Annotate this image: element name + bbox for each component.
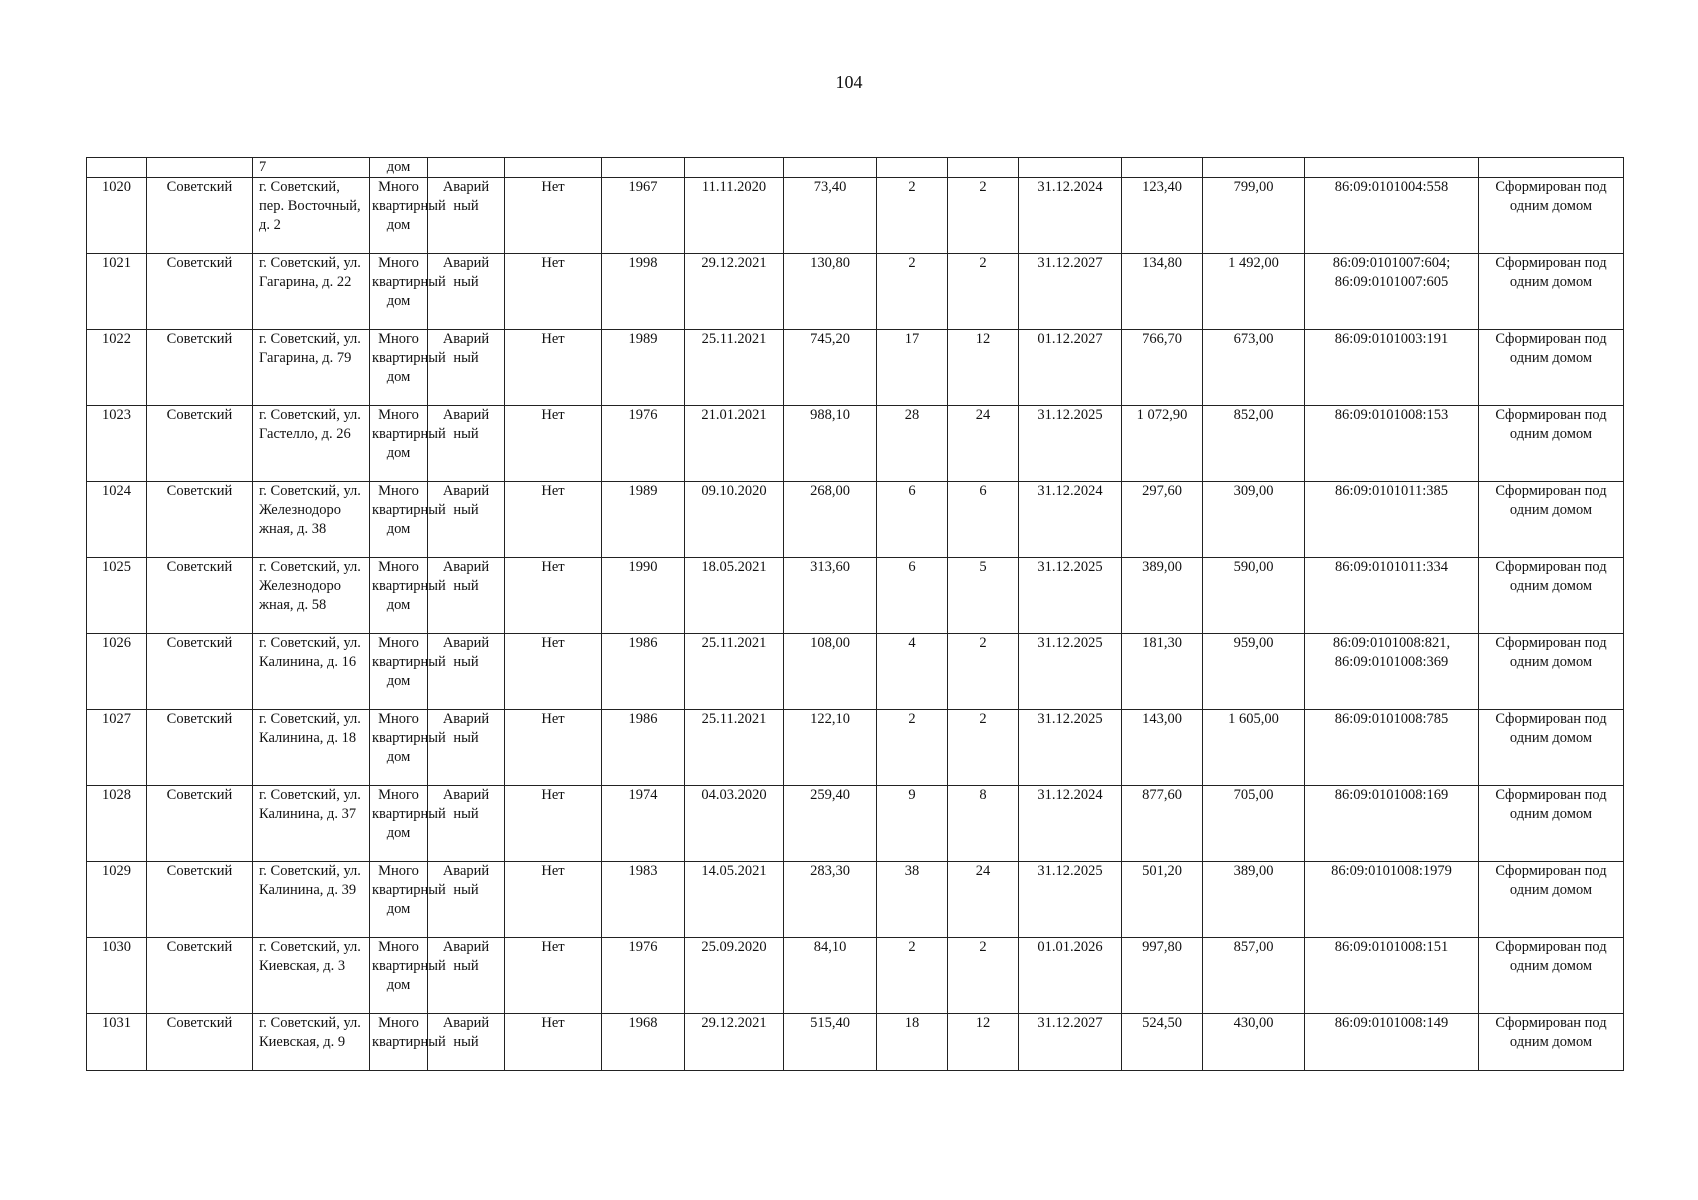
cell-flag: Нет: [505, 634, 602, 710]
cell-date: 14.05.2021: [685, 862, 784, 938]
cell-empty: [685, 158, 784, 178]
cell-formation: Сформирован под одним домом: [1479, 938, 1624, 1014]
cell-empty: [1203, 158, 1305, 178]
cell-deadline: 31.12.2024: [1019, 178, 1122, 254]
cell-empty: [1479, 158, 1624, 178]
cell-year: 1967: [602, 178, 685, 254]
cell-count-1: 6: [877, 482, 948, 558]
table-row: [87, 558, 1624, 634]
cell-formation: Сформирован под одним домом: [1479, 254, 1624, 330]
cell-cadastral: 86:09:0101008:1979: [1305, 862, 1479, 938]
table-row: [87, 938, 1624, 1014]
cell-count-2: 2: [948, 634, 1019, 710]
cell-house-type: Много квартирный дом: [370, 786, 428, 862]
cell-value: 852,00: [1203, 406, 1305, 482]
table-row: [87, 406, 1624, 482]
table-row: [87, 178, 1624, 254]
cell-number: 1027: [87, 710, 147, 786]
cell-status: Аварий ный: [428, 1014, 505, 1071]
cell-status: Аварий ный: [428, 254, 505, 330]
cell-number: 1030: [87, 938, 147, 1014]
cell-empty: [948, 158, 1019, 178]
cell-deadline: 31.12.2024: [1019, 786, 1122, 862]
cell-value: 857,00: [1203, 938, 1305, 1014]
cell-number: 1031: [87, 1014, 147, 1071]
cell-area: 515,40: [784, 1014, 877, 1071]
cell-status: Аварий ный: [428, 330, 505, 406]
cell-count-2: 6: [948, 482, 1019, 558]
cell-cadastral: 86:09:0101011:334: [1305, 558, 1479, 634]
cell-address: г. Советский, ул. Железнодоро жная, д. 58: [253, 558, 370, 634]
cell-date: 04.03.2020: [685, 786, 784, 862]
cell-municipality: Советский: [147, 178, 253, 254]
cell-count-2: 12: [948, 1014, 1019, 1071]
cell-status: Аварий ный: [428, 558, 505, 634]
cell-deadline: 01.12.2027: [1019, 330, 1122, 406]
cell-status: Аварий ный: [428, 482, 505, 558]
cell-value: 430,00: [1203, 1014, 1305, 1071]
cell-cadastral: 86:09:0101008:149: [1305, 1014, 1479, 1071]
cell-value: 799,00: [1203, 178, 1305, 254]
cell-area-2: 389,00: [1122, 558, 1203, 634]
cell-house-type: Много квартирный дом: [370, 634, 428, 710]
cell-deadline: 31.12.2025: [1019, 862, 1122, 938]
cell-number: 1024: [87, 482, 147, 558]
table-row: [87, 710, 1624, 786]
cell-count-2: 24: [948, 406, 1019, 482]
cell-value: 1 605,00: [1203, 710, 1305, 786]
cell-formation: Сформирован под одним домом: [1479, 330, 1624, 406]
cell-status: Аварий ный: [428, 862, 505, 938]
cell-formation: Сформирован под одним домом: [1479, 558, 1624, 634]
cell-address: г. Советский, ул. Калинина, д. 37: [253, 786, 370, 862]
cell-municipality: Советский: [147, 786, 253, 862]
cell-house-type: Много квартирный дом: [370, 406, 428, 482]
cell-area: 84,10: [784, 938, 877, 1014]
cell-status: Аварий ный: [428, 786, 505, 862]
cell-count-2: 12: [948, 330, 1019, 406]
cell-date: 29.12.2021: [685, 254, 784, 330]
cell-flag: Нет: [505, 938, 602, 1014]
cell-count-2: 8: [948, 786, 1019, 862]
cell-count-1: 2: [877, 938, 948, 1014]
cell-municipality: Советский: [147, 938, 253, 1014]
housing-registry-table: [86, 157, 1624, 1071]
cell-count-2: 2: [948, 710, 1019, 786]
cell-deadline: 31.12.2025: [1019, 710, 1122, 786]
cell-house-type-tail: дом: [370, 158, 428, 178]
cell-year: 1989: [602, 482, 685, 558]
cell-year: 1976: [602, 406, 685, 482]
cell-formation: Сформирован под одним домом: [1479, 178, 1624, 254]
cell-count-1: 2: [877, 178, 948, 254]
cell-cadastral: 86:09:0101008:151: [1305, 938, 1479, 1014]
cell-year: 1976: [602, 938, 685, 1014]
cell-count-1: 2: [877, 710, 948, 786]
cell-flag: Нет: [505, 710, 602, 786]
cell-flag: Нет: [505, 1014, 602, 1071]
cell-value: 590,00: [1203, 558, 1305, 634]
cell-area-2: 997,80: [1122, 938, 1203, 1014]
cell-area: 108,00: [784, 634, 877, 710]
cell-municipality: Советский: [147, 634, 253, 710]
cell-year: 1986: [602, 634, 685, 710]
cell-formation: Сформирован под одним домом: [1479, 1014, 1624, 1071]
cell-cadastral: 86:09:0101003:191: [1305, 330, 1479, 406]
cell-address: г. Советский, пер. Восточный, д. 2: [253, 178, 370, 254]
cell-year: 1974: [602, 786, 685, 862]
cell-year: 1998: [602, 254, 685, 330]
cell-area-2: 766,70: [1122, 330, 1203, 406]
cell-number: 1028: [87, 786, 147, 862]
table-row: [87, 862, 1624, 938]
cell-cadastral: 86:09:0101008:821, 86:09:0101008:369: [1305, 634, 1479, 710]
cell-value: 673,00: [1203, 330, 1305, 406]
cell-house-type: Много квартирный дом: [370, 710, 428, 786]
cell-house-type: Много квартирный дом: [370, 482, 428, 558]
cell-date: 18.05.2021: [685, 558, 784, 634]
cell-number: 1025: [87, 558, 147, 634]
cell-number: 1020: [87, 178, 147, 254]
cell-number: 1029: [87, 862, 147, 938]
cell-municipality: Советский: [147, 558, 253, 634]
cell-cadastral: 86:09:0101008:153: [1305, 406, 1479, 482]
cell-status: Аварий ный: [428, 178, 505, 254]
cell-area-2: 297,60: [1122, 482, 1203, 558]
cell-value: 1 492,00: [1203, 254, 1305, 330]
cell-area-2: 123,40: [1122, 178, 1203, 254]
cell-count-1: 9: [877, 786, 948, 862]
cell-municipality: Советский: [147, 862, 253, 938]
cell-year: 1983: [602, 862, 685, 938]
cell-flag: Нет: [505, 558, 602, 634]
cell-date: 11.11.2020: [685, 178, 784, 254]
cell-cadastral: 86:09:0101008:169: [1305, 786, 1479, 862]
cell-empty: [1019, 158, 1122, 178]
cell-area: 988,10: [784, 406, 877, 482]
cell-flag: Нет: [505, 406, 602, 482]
cell-year: 1968: [602, 1014, 685, 1071]
table-row: [87, 1014, 1624, 1071]
cell-date: 25.09.2020: [685, 938, 784, 1014]
cell-status: Аварий ный: [428, 938, 505, 1014]
cell-year: 1990: [602, 558, 685, 634]
cell-formation: Сформирован под одним домом: [1479, 482, 1624, 558]
cell-count-2: 24: [948, 862, 1019, 938]
cell-number: 1021: [87, 254, 147, 330]
cell-date: 09.10.2020: [685, 482, 784, 558]
cell-area: 259,40: [784, 786, 877, 862]
cell-formation: Сформирован под одним домом: [1479, 862, 1624, 938]
cell-area-2: 1 072,90: [1122, 406, 1203, 482]
cell-address: г. Советский, ул. Гастелло, д. 26: [253, 406, 370, 482]
cell-status: Аварий ный: [428, 710, 505, 786]
table-row: [87, 786, 1624, 862]
table-row: [87, 330, 1624, 406]
cell-count-2: 2: [948, 938, 1019, 1014]
cell-date: 25.11.2021: [685, 710, 784, 786]
cell-area: 130,80: [784, 254, 877, 330]
cell-municipality: Советский: [147, 254, 253, 330]
cell-status: Аварий ный: [428, 406, 505, 482]
cell-house-type: Много квартирный дом: [370, 938, 428, 1014]
cell-count-1: 38: [877, 862, 948, 938]
cell-area: 268,00: [784, 482, 877, 558]
cell-address: г. Советский, ул. Калинина, д. 18: [253, 710, 370, 786]
cell-count-1: 17: [877, 330, 948, 406]
cell-empty: [784, 158, 877, 178]
cell-count-1: 4: [877, 634, 948, 710]
cell-year: 1986: [602, 710, 685, 786]
cell-count-1: 6: [877, 558, 948, 634]
cell-count-1: 28: [877, 406, 948, 482]
cell-number: 1022: [87, 330, 147, 406]
cell-address: г. Советский, ул. Железнодоро жная, д. 38: [253, 482, 370, 558]
cell-count-2: 2: [948, 254, 1019, 330]
cell-value: 389,00: [1203, 862, 1305, 938]
cell-count-1: 2: [877, 254, 948, 330]
continuation-row: [87, 158, 1624, 178]
cell-cadastral: 86:09:0101011:385: [1305, 482, 1479, 558]
cell-date: 25.11.2021: [685, 330, 784, 406]
cell-house-type: Много квартирный дом: [370, 178, 428, 254]
table-body: [87, 158, 1624, 1071]
cell-empty: [602, 158, 685, 178]
cell-number: 1026: [87, 634, 147, 710]
cell-municipality: Советский: [147, 1014, 253, 1071]
cell-address: г. Советский, ул. Гагарина, д. 79: [253, 330, 370, 406]
cell-flag: Нет: [505, 786, 602, 862]
cell-municipality: Советский: [147, 406, 253, 482]
cell-flag: Нет: [505, 254, 602, 330]
cell-deadline: 31.12.2025: [1019, 634, 1122, 710]
cell-area-2: 501,20: [1122, 862, 1203, 938]
cell-house-type: Много квартирный дом: [370, 558, 428, 634]
cell-house-type: Много квартирный дом: [370, 330, 428, 406]
cell-date: 25.11.2021: [685, 634, 784, 710]
cell-address: г. Советский, ул. Киевская, д. 3: [253, 938, 370, 1014]
cell-empty: [1122, 158, 1203, 178]
table-row: [87, 482, 1624, 558]
cell-address: г. Советский, ул. Калинина, д. 16: [253, 634, 370, 710]
cell-address: г. Советский, ул. Киевская, д. 9: [253, 1014, 370, 1071]
cell-area-2: 181,30: [1122, 634, 1203, 710]
cell-municipality: Советский: [147, 330, 253, 406]
cell-area: 122,10: [784, 710, 877, 786]
cell-empty: [87, 158, 147, 178]
cell-house-type: Много квартирный: [370, 1014, 428, 1071]
cell-municipality: Советский: [147, 710, 253, 786]
cell-count-1: 18: [877, 1014, 948, 1071]
cell-flag: Нет: [505, 330, 602, 406]
cell-year: 1989: [602, 330, 685, 406]
cell-empty: [428, 158, 505, 178]
cell-empty: [147, 158, 253, 178]
cell-deadline: 31.12.2027: [1019, 254, 1122, 330]
cell-formation: Сформирован под одним домом: [1479, 786, 1624, 862]
cell-empty: [1305, 158, 1479, 178]
cell-date: 29.12.2021: [685, 1014, 784, 1071]
cell-count-2: 2: [948, 178, 1019, 254]
cell-area-2: 524,50: [1122, 1014, 1203, 1071]
cell-flag: Нет: [505, 482, 602, 558]
cell-number: 1023: [87, 406, 147, 482]
table-row: [87, 634, 1624, 710]
cell-value: 959,00: [1203, 634, 1305, 710]
table-row: [87, 254, 1624, 330]
cell-area: 283,30: [784, 862, 877, 938]
cell-municipality: Советский: [147, 482, 253, 558]
cell-date: 21.01.2021: [685, 406, 784, 482]
cell-empty: [505, 158, 602, 178]
cell-flag: Нет: [505, 178, 602, 254]
cell-area: 73,40: [784, 178, 877, 254]
cell-deadline: 31.12.2025: [1019, 558, 1122, 634]
cell-flag: Нет: [505, 862, 602, 938]
page-number: 104: [835, 72, 863, 92]
cell-area-2: 134,80: [1122, 254, 1203, 330]
cell-address-tail: 7: [253, 158, 370, 178]
cell-area-2: 143,00: [1122, 710, 1203, 786]
cell-area: 313,60: [784, 558, 877, 634]
cell-address: г. Советский, ул. Калинина, д. 39: [253, 862, 370, 938]
cell-formation: Сформирован под одним домом: [1479, 406, 1624, 482]
cell-formation: Сформирован под одним домом: [1479, 710, 1624, 786]
cell-cadastral: 86:09:0101008:785: [1305, 710, 1479, 786]
cell-deadline: 31.12.2025: [1019, 406, 1122, 482]
cell-formation: Сформирован под одним домом: [1479, 634, 1624, 710]
cell-empty: [877, 158, 948, 178]
cell-value: 309,00: [1203, 482, 1305, 558]
cell-area-2: 877,60: [1122, 786, 1203, 862]
cell-area: 745,20: [784, 330, 877, 406]
cell-cadastral: 86:09:0101007:604; 86:09:0101007:605: [1305, 254, 1479, 330]
cell-cadastral: 86:09:0101004:558: [1305, 178, 1479, 254]
cell-house-type: Много квартирный дом: [370, 862, 428, 938]
cell-status: Аварий ный: [428, 634, 505, 710]
cell-deadline: 31.12.2024: [1019, 482, 1122, 558]
cell-value: 705,00: [1203, 786, 1305, 862]
cell-deadline: 01.01.2026: [1019, 938, 1122, 1014]
cell-house-type: Много квартирный дом: [370, 254, 428, 330]
cell-address: г. Советский, ул. Гагарина, д. 22: [253, 254, 370, 330]
cell-deadline: 31.12.2027: [1019, 1014, 1122, 1071]
cell-count-2: 5: [948, 558, 1019, 634]
